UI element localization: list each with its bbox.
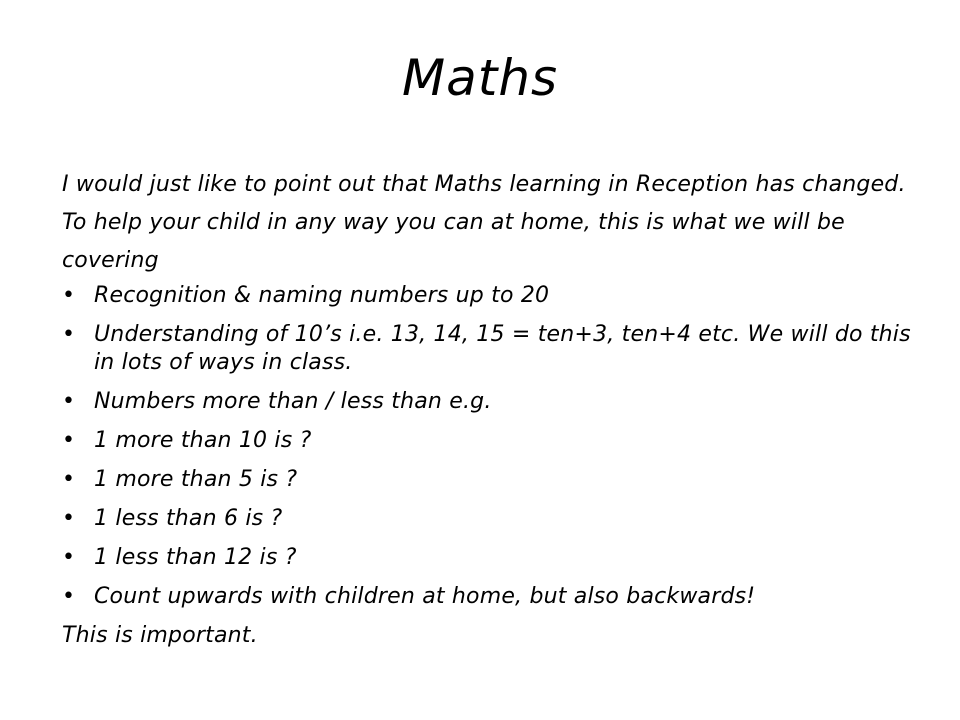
- bullet-item: • 1 less than 6 is ?: [62, 505, 922, 533]
- bullet-item: • 1 more than 5 is ?: [62, 466, 922, 494]
- bullet-item: • 1 more than 10 is ?: [62, 427, 922, 455]
- bullet-item: • 1 less than 12 is ?: [62, 544, 922, 572]
- bullet-item: • Recognition & naming numbers up to 20: [62, 282, 922, 310]
- slide-body: [62, 166, 922, 650]
- slide-title: Maths: [401, 49, 559, 107]
- bullet-item: • Understanding of 10’s i.e. 13, 14, 15 = ten+3, ten+4 etc. We will do this in lots of ways in class.: [62, 321, 922, 377]
- closing-line: This is important.: [62, 623, 258, 648]
- bullet-item: • Numbers more than / less than e.g.: [62, 388, 922, 416]
- bullet-item: • Count upwards with children at home, but also backwards!: [62, 583, 922, 611]
- bullet-list: [62, 282, 922, 611]
- intro-paragraph: I would just like to point out that Maths learning in Reception has changed. To help your child in any way you can at home, this is what we will be covering: [62, 172, 906, 273]
